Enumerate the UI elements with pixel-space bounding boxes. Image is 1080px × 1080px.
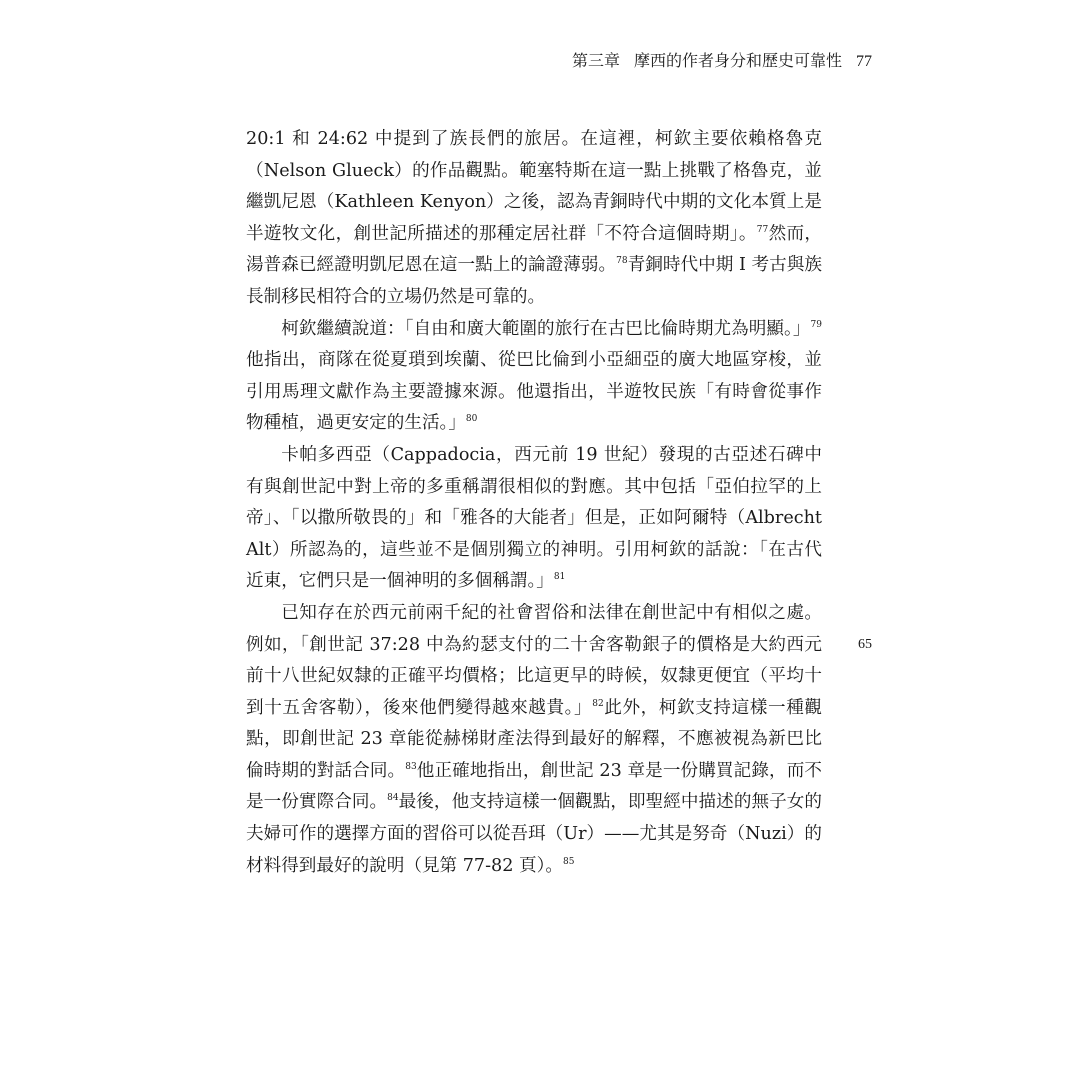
- paragraph-text: 他正確地指出，創世記 23 章是一份購買記錄，而不是一份實際合同。: [246, 760, 822, 813]
- footnote-marker: 78: [616, 256, 628, 267]
- footnote-marker: 80: [465, 414, 478, 425]
- running-head: [500, 50, 872, 73]
- paragraph-text: 青銅時代中期 I 考古與族長制移民相符合的立場仍然是可靠的。: [246, 255, 822, 307]
- footnote-marker: 85: [563, 856, 575, 867]
- paragraph-text: 柯欽繼續說道：「自由和廣大範圍的旅行在古巴比倫時期尤為明顯。」: [281, 318, 811, 339]
- body-text: [246, 124, 822, 882]
- chapter-label: 第三章: [571, 51, 620, 70]
- paragraph-text: 然而，湯普森已經證明凱尼恩在這一點上的論證薄弱。: [246, 223, 822, 276]
- paragraph-text: 已知存在於西元前兩千紀的社會習俗和法律在創世記中有相似之處。例如，「創世記 37:28 中為約瑟支付的二十舍客勒銀子的價格是大約西元前十八世紀奴隸的正確平均價格；比這更早的時候，奴隸更便宜（平均十到十五舍客勒），後來他們變得越來越貴。」: [246, 602, 822, 718]
- page-number: 77: [856, 53, 872, 70]
- paragraph-text: 此外，柯欽支持這樣一種觀點，即創世記 23 章能從赫梯財產法得到最好的解釋，不應被視為新巴比倫時期的對話合同。: [246, 697, 822, 781]
- footnote-marker: 82: [592, 698, 604, 709]
- footnote-marker: 84: [387, 793, 399, 804]
- paragraph: [246, 124, 822, 314]
- original-page-number: 65: [858, 637, 872, 652]
- paragraph-text: 最後，他支持這樣一個觀點，即聖經中描述的無子女的夫婦可作的選擇方面的習俗可以從吾珥（Ur）——尤其是努奇（Nuzi）的材料得到最好的說明（見第 77-82 頁）。: [246, 792, 822, 876]
- paragraph: [246, 440, 822, 598]
- paragraph: [246, 598, 822, 882]
- footnote-marker: 81: [553, 572, 566, 583]
- chapter-title: 摩西的作者身分和歷史可靠性: [633, 51, 842, 70]
- paragraph-text: 他指出，商隊在從夏瑣到埃蘭、從巴比倫到小亞細亞的廣大地區穿梭，並引用馬理文獻作為主要證據來源。他還指出，半遊牧民族「有時會從事作物種植，過更安定的生活。」: [246, 350, 822, 434]
- footnote-marker: 83: [405, 761, 417, 772]
- footnote-marker: 77: [756, 224, 769, 235]
- footnote-marker: 79: [810, 319, 822, 330]
- paragraph-text: 卡帕多西亞（Cappadocia，西元前 19 世紀）發現的古亞述石碑中有與創世記中對上帝的多重稱謂很相似的對應。其中包括「亞伯拉罕的上帝」、「以撒所敬畏的」和「雅各的大能者」但是，正如阿爾特（Albrecht Alt）所認為的，這些並不是個別獨立的神明。引用柯欽的話說：「在古代近東，它們只是一個神明的多個稱謂。」: [246, 444, 822, 592]
- paragraph-text: 20:1 和 24:62 中提到了族長們的旅居。在這裡，柯欽主要依賴格魯克（Nelson Glueck）的作品觀點。範塞特斯在這一點上挑戰了格魯克，並繼凱尼恩（Kathleen Kenyon）之後，認為青銅時代中期的文化本質上是半遊牧文化，創世記所描述的那種定居社群「不符合這個時期」。: [246, 129, 822, 244]
- paragraph: [246, 314, 822, 440]
